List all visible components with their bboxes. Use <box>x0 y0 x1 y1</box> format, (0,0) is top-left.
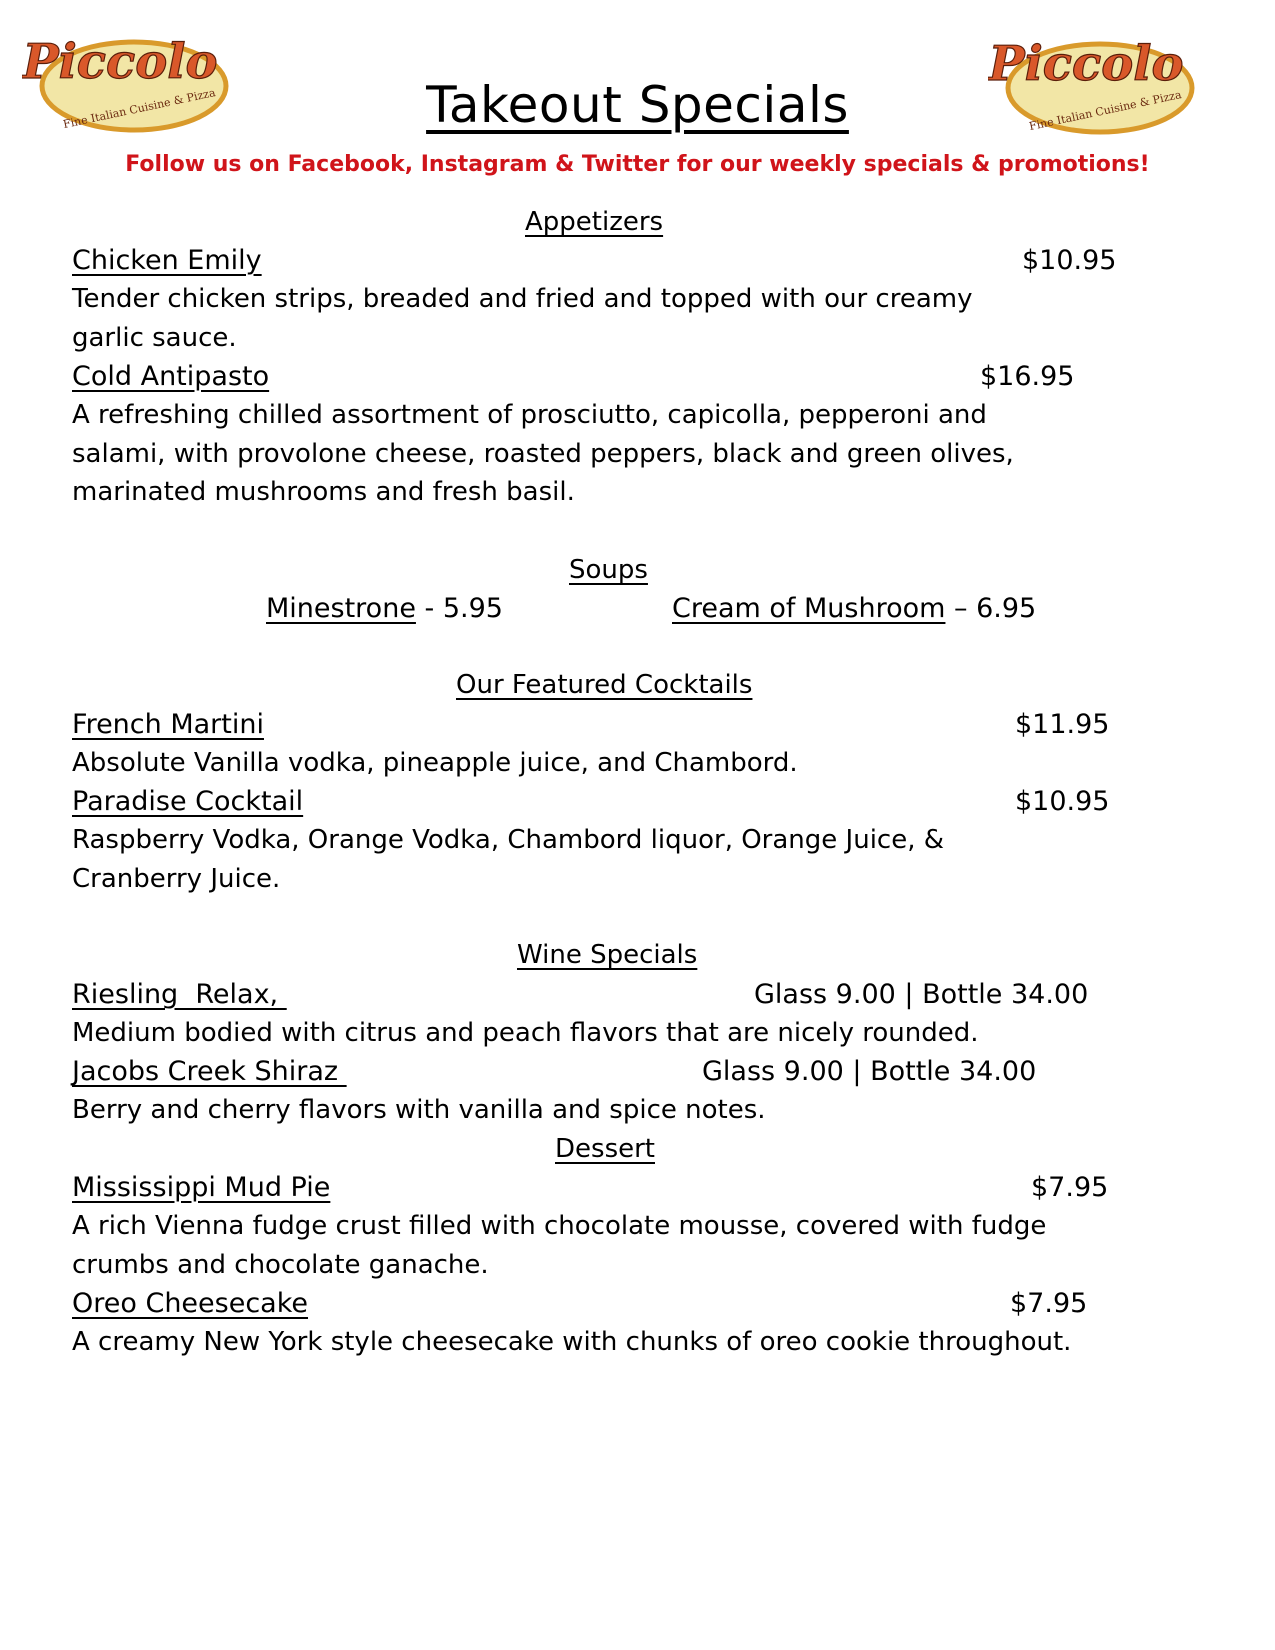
item-price: – 6.95 <box>945 593 1037 624</box>
item-desc: garlic sauce. <box>72 323 237 353</box>
soup-item <box>266 593 503 624</box>
item-desc: salami, with provolone cheese, roasted peppers, black and green olives, <box>72 439 1014 469</box>
item-desc: A creamy New York style cheesecake with chunks of oreo cookie throughout. <box>72 1327 1072 1357</box>
item-name: Riesling Relax, <box>72 979 287 1010</box>
item-name: Oreo Cheesecake <box>72 1288 309 1319</box>
item-desc: A rich Vienna fudge crust filled with chocolate mousse, covered with fudge <box>72 1211 1047 1241</box>
item-desc: Raspberry Vodka, Orange Vodka, Chambord liquor, Orange Juice, & <box>72 825 945 855</box>
item-name: Mississippi Mud Pie <box>72 1172 331 1203</box>
section-heading-dessert: Dessert <box>555 1134 655 1164</box>
svg-text:Piccolo: Piccolo <box>988 36 1184 92</box>
item-desc: Cranberry Juice. <box>72 864 281 894</box>
item-name: Cream of Mushroom <box>672 593 946 624</box>
section-heading-soups: Soups <box>569 555 648 585</box>
item-price: $16.95 <box>980 361 1075 392</box>
promo-text: Follow us on Facebook, Instagram & Twitter for our weekly specials & promotions! <box>125 152 1150 177</box>
svg-text:Piccolo: Piccolo <box>22 34 218 90</box>
soup-item <box>672 593 1036 624</box>
item-price: - 5.95 <box>415 593 503 624</box>
item-price: $10.95 <box>1015 786 1110 817</box>
item-desc: marinated mushrooms and fresh basil. <box>72 477 575 507</box>
page-title: Takeout Specials <box>426 76 849 134</box>
item-name: Paradise Cocktail <box>72 786 304 817</box>
item-name: Minestrone <box>266 593 416 624</box>
item-desc: crumbs and chocolate ganache. <box>72 1250 489 1280</box>
item-desc: Absolute Vanilla vodka, pineapple juice, and Chambord. <box>72 748 798 778</box>
item-desc: A refreshing chilled assortment of prosciutto, capicolla, pepperoni and <box>72 400 987 430</box>
item-price: Glass 9.00 | Bottle 34.00 <box>702 1056 1037 1087</box>
item-name: Chicken Emily <box>72 245 262 276</box>
section-heading-wine: Wine Specials <box>517 940 698 970</box>
item-desc: Berry and cherry flavors with vanilla and spice notes. <box>72 1095 766 1125</box>
svg-text:Fine Italian Cuisine & Pizza: Fine Italian Cuisine & Pizza <box>61 86 217 132</box>
item-price: $7.95 <box>1010 1288 1088 1319</box>
item-name: Cold Antipasto <box>72 361 270 392</box>
section-heading-appetizers: Appetizers <box>525 207 664 237</box>
item-price: $10.95 <box>1022 245 1117 276</box>
item-desc: Tender chicken strips, breaded and fried and topped with our creamy <box>72 284 973 314</box>
item-price: Glass 9.00 | Bottle 34.00 <box>754 979 1089 1010</box>
svg-text:Fine Italian Cuisine & Pizza: Fine Italian Cuisine & Pizza <box>1027 88 1183 134</box>
item-price: $7.95 <box>1031 1172 1109 1203</box>
item-desc: Medium bodied with citrus and peach flavors that are nicely rounded. <box>72 1018 979 1048</box>
item-price: $11.95 <box>1015 709 1110 740</box>
section-heading-cocktails: Our Featured Cocktails <box>456 670 753 700</box>
item-name: French Martini <box>72 709 264 740</box>
item-name: Jacobs Creek Shiraz <box>72 1056 347 1087</box>
